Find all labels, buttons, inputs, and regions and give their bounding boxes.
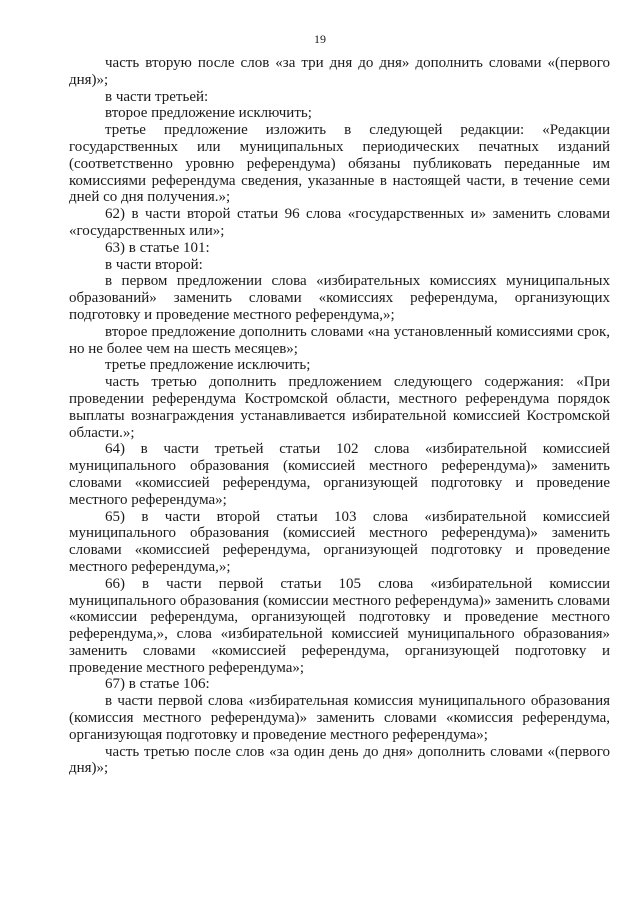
paragraph: 66) в части первой статьи 105 слова «избирательной комиссии муниципального образования (комиссии местного референдума)» заменить словами «комиссии референдума, организующей подготовку и проведение местного референдума,», слова «избирательной комиссией муниципального образования» заменить словами «комиссией референдума, организующей подготовку и проведение местного референдума»; [69, 575, 610, 676]
paragraph: 64) в части третьей статьи 102 слова «избирательной комиссией муниципального образования (комиссией местного референдума)» заменить словами «комиссией референдума, организующей подготовку и проведение местного референдума»; [69, 441, 610, 508]
paragraph: часть третью после слов «за один день до дня» дополнить словами «(первого дня)»; [69, 743, 610, 777]
paragraph: 67) в статье 106: [105, 676, 210, 693]
paragraph: в части второй: [105, 256, 203, 273]
paragraph: 62) в части второй статьи 96 слова «государственных и» заменить словами «государственных или»; [69, 206, 610, 239]
paragraph: часть третью дополнить предложением следующего содержания: «При проведении референдума Костромской области, местного референдума порядок выплаты вознаграждения устанавливается избирательной комиссией Костромской области.»; [69, 374, 610, 441]
paragraph: второе предложение исключить; [105, 105, 312, 122]
paragraph: часть вторую после слов «за три дня до дня» дополнить словами «(первого дня)»; [69, 55, 610, 88]
paragraph: второе предложение дополнить словами «на установленный комиссиями срок, но не более чем на шесть месяцев»; [69, 323, 610, 357]
paragraph: третье предложение изложить в следующей редакции: «Редакции государственных или муниципальных периодических печатных изданий (соответственно уровню референдума) обязаны публиковать переданные им комиссиями референдума сведения, указанные в настоящей части, в течение семи дней со дня получения.»; [69, 122, 610, 206]
paragraph: в первом предложении слова «избирательных комиссиях муниципальных образований» заменить словами «комиссиях референдума, организующих подготовку и проведение местного референдума,»; [69, 273, 610, 323]
paragraph: 65) в части второй статьи 103 слова «избирательной комиссией муниципального образования (комиссией местного референдума)» заменить словами «комиссией референдума, организующей подготовку и проведение местного референдума,»; [69, 508, 610, 575]
document-body [69, 55, 610, 777]
paragraph: третье предложение исключить; [105, 357, 311, 374]
page-number: 19 [314, 32, 326, 46]
paragraph: в части первой слова «избирательная комиссия муниципального образования (комиссия местного референдума)» заменить словами «комиссия референдума, организующая подготовку и проведение местного референдума»; [69, 693, 610, 743]
paragraph: 63) в статье 101: [105, 239, 210, 256]
paragraph: в части третьей: [105, 88, 209, 105]
